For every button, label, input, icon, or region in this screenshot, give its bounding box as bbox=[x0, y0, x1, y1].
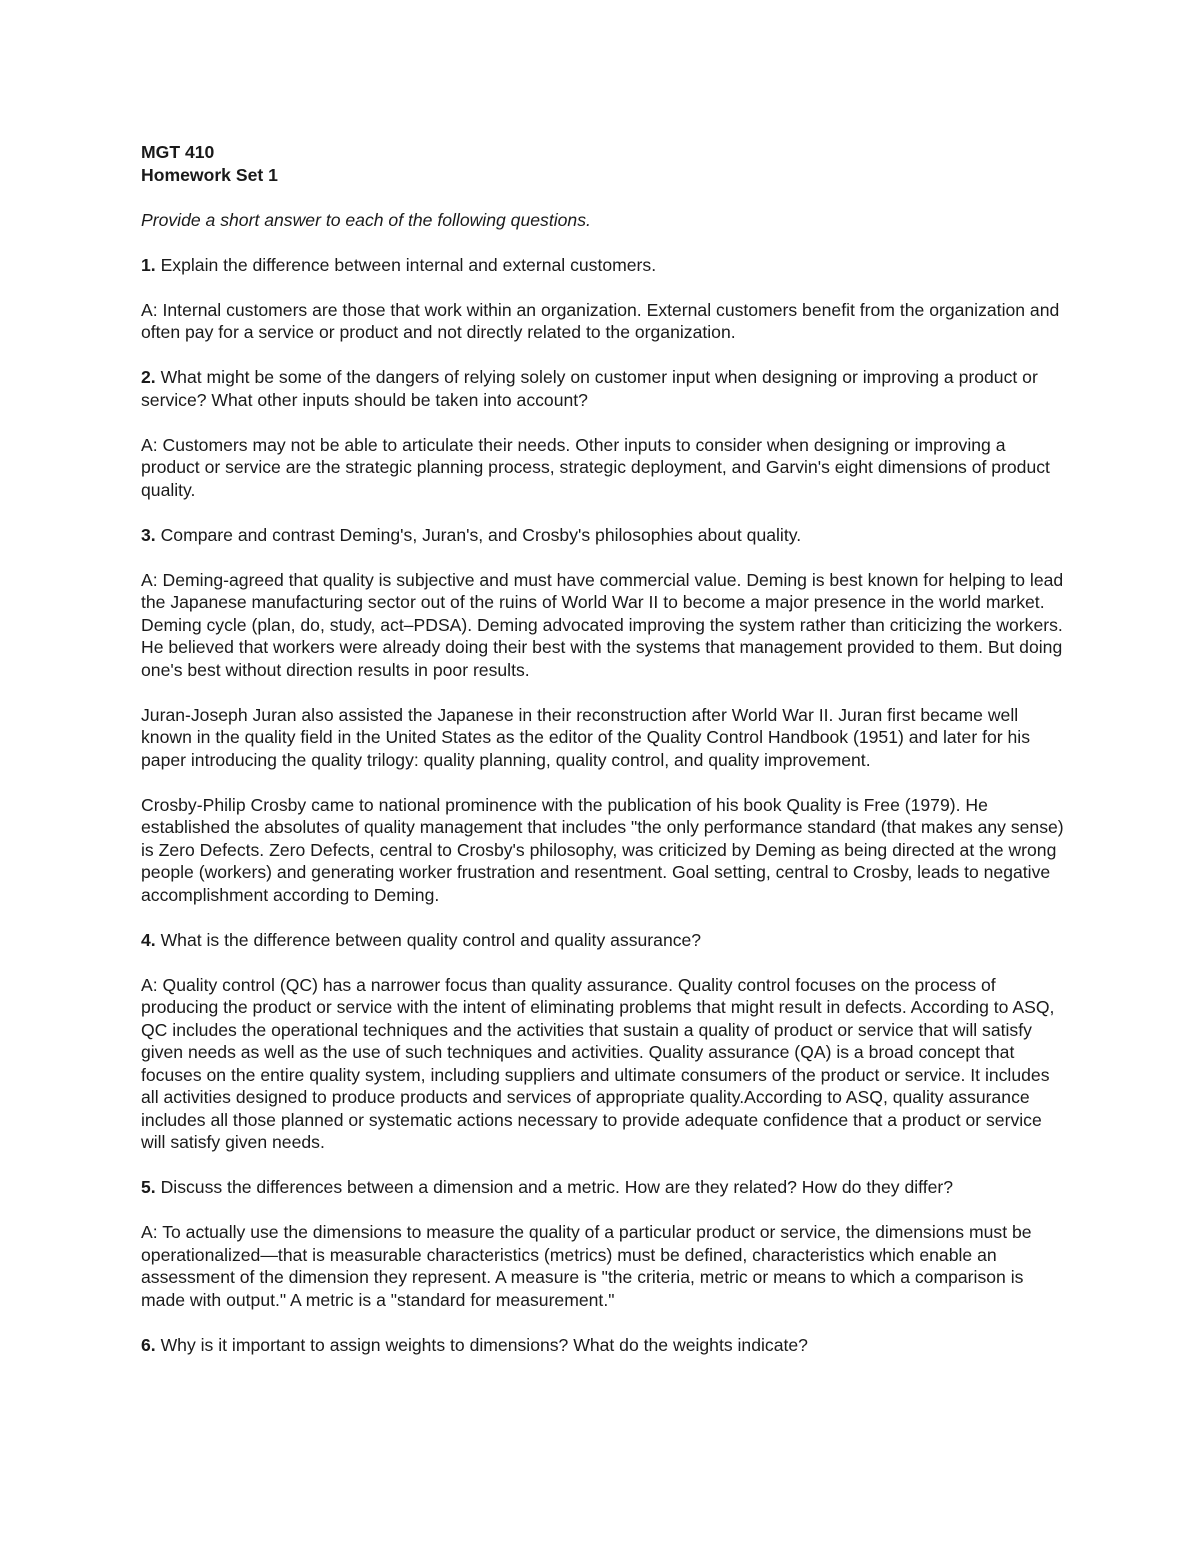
question-3 bbox=[141, 524, 1066, 547]
document-page bbox=[141, 141, 1066, 1356]
question-1 bbox=[141, 254, 1066, 277]
question-text: Explain the difference between internal and external customers. bbox=[155, 254, 657, 275]
question-6 bbox=[141, 1334, 1066, 1357]
question-4 bbox=[141, 929, 1066, 952]
answer-3-juran: Juran-Joseph Juran also assisted the Japanese in their reconstruction after World War II. Juran first became well known in the quality field in the United States as the editor of the Quality Control Handbook (1951) and later for his paper introducing the quality trilogy: quality planning, quality control, and quality improvement. bbox=[141, 704, 1030, 770]
answer-2: A: Customers may not be able to articulate their needs. Other inputs to consider when designing or improving a product or service are the strategic planning process, strategic deployment, and Garvin's eight dimensions of product quality. bbox=[141, 434, 1050, 500]
assignment-title: Homework Set 1 bbox=[141, 164, 278, 185]
question-5 bbox=[141, 1176, 1066, 1199]
instructions: Provide a short answer to each of the following questions. bbox=[141, 209, 591, 230]
course-code: MGT 410 bbox=[141, 142, 215, 162]
question-text: What might be some of the dangers of relying solely on customer input when designing or improving a product or service? What other inputs should be taken into account? bbox=[141, 367, 1038, 410]
question-number: 2. bbox=[141, 367, 156, 387]
question-number: 5. bbox=[141, 1177, 156, 1197]
answer-3-crosby: Crosby-Philip Crosby came to national prominence with the publication of his book Quality is Free (1979). He established the absolutes of quality management that includes "the only performance standard (that makes any sense) is Zero Defects. Zero Defects, central to Crosby's philosophy, was criticized by Deming as being directed at the wrong people (workers) and generating worker frustration and resentment. Goal setting, central to Crosby, leads to negative accomplishment according to Deming. bbox=[141, 794, 1064, 905]
question-text: Compare and contrast Deming's, Juran's, and Crosby's philosophies about quality. bbox=[155, 524, 802, 545]
question-number: 1. bbox=[141, 254, 156, 275]
answer-4: A: Quality control (QC) has a narrower focus than quality assurance. Quality control focuses on the process of producing the product or service with the intent of eliminating problems that might result in defects. According to ASQ, QC includes the operational techniques and the activities that sustain a quality of product or service that will satisfy given needs as well as the use of such techniques and activities. Quality assurance (QA) is a broad concept that focuses on the entire quality system, including suppliers and ultimate consumers of the product or service. It includes all activities designed to produce products and services of appropriate quality.According to ASQ, quality assurance includes all those planned or systematic actions necessary to provide adequate confidence that a product or service will satisfy given needs. bbox=[141, 974, 1055, 1152]
question-text: What is the difference between quality control and quality assurance? bbox=[155, 929, 702, 950]
question-number: 3. bbox=[141, 524, 156, 545]
answer-5: A: To actually use the dimensions to measure the quality of a particular product or service, the dimensions must be operationalized—that is measurable characteristics (metrics) must be defined, characteristics which enable an assessment of the dimension they represent. A measure is "the criteria, metric or means to which a comparison is made with output." A metric is a "standard for measurement." bbox=[141, 1222, 1032, 1310]
answer-1: A: Internal customers are those that work within an organization. External customers benefit from the organization and often pay for a service or product and not directly related to the organization. bbox=[141, 299, 1060, 342]
question-number: 6. bbox=[141, 1334, 156, 1355]
question-text: Discuss the differences between a dimension and a metric. How are they related? How do they differ? bbox=[155, 1177, 954, 1197]
question-text: Why is it important to assign weights to dimensions? What do the weights indicate? bbox=[155, 1334, 808, 1355]
question-number: 4. bbox=[141, 929, 156, 950]
answer-3-deming: A: Deming-agreed that quality is subjective and must have commercial value. Deming is best known for helping to lead the Japanese manufacturing sector out of the ruins of World War II to become a major presence in the world market. Deming cycle (plan, do, study, act–PDSA). Deming advocated improving the system rather than criticizing the workers. He believed that workers were already doing their best with the systems that management provided to them. But doing one's best without direction results in poor results. bbox=[141, 569, 1064, 680]
question-2 bbox=[141, 366, 1066, 411]
